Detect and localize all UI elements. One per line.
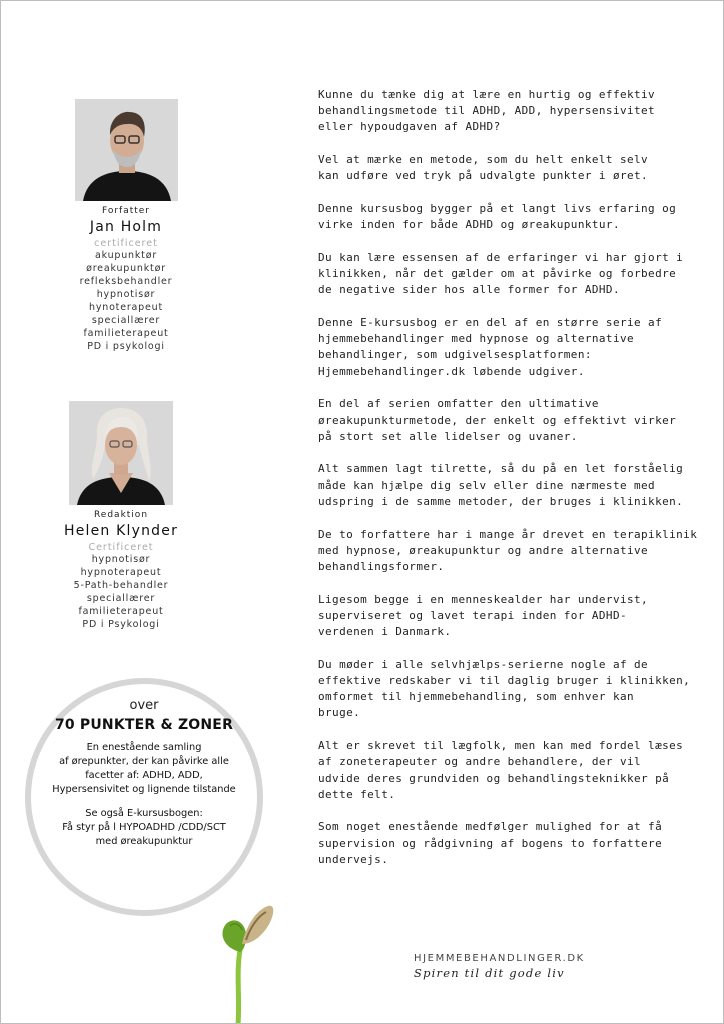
author-portrait-image [75, 99, 178, 201]
credential-item: familieterapeut [83, 328, 169, 339]
credential-item: refleksbehandler [79, 276, 173, 287]
credential-item: familieterapeut [78, 606, 164, 617]
sprout-icon [216, 896, 286, 1024]
body-paragraph: Alt er skrevet til lægfolk, men kan med fordel læses af zoneterapeuter og andre behandlere, der vil udvide deres grundviden og behandlingsteknikker på dette felt. [318, 739, 684, 801]
credential-item: 5-Path-behandler [73, 580, 169, 591]
body-paragraph: Denne E-kursusbog er en del af en større serie af hjemmebehandlinger med hypnose og alternative behandlinger, som udgivelsesplatformen: Hjemmebehandlinger.dk løbende udgiver. [318, 316, 663, 378]
body-paragraph: Kunne du tænke dig at lære en hurtig og effektiv behandlingsmetode til ADHD, ADD, hypersensivitet eller hypoudgaven af ADHD? [318, 88, 656, 134]
body-paragraph: De to forfattere har i mange år drevet en terapiklinik med hypnose, øreakupunktur og andre alternative behandlingsformer. [318, 527, 698, 573]
author-name: Helen Klynder [63, 523, 179, 539]
author-photo [75, 99, 178, 201]
promo-description: En enestående samling af ørepunkter, der kan påvirke alle facetter af: ADHD, ADD, Hypersensivitet og lignende tilstande [52, 742, 236, 795]
credential-item: PD i psykologi [87, 341, 165, 352]
credential-item: hypnoterapeut [80, 567, 162, 578]
author-role: Forfatter [101, 206, 151, 216]
promo-circle [25, 678, 263, 916]
body-paragraph: Du kan lære essensen af de erfaringer vi har gjort i klinikken, når det gælder om at påvirke og forbedre de negative sider hos alle former for ADHD. [318, 250, 684, 297]
credential-item: akupunktør [94, 250, 158, 261]
credential-item: hynoterapeut [89, 302, 163, 313]
tagline: Spiren til dit gode liv [414, 966, 565, 980]
body-paragraph: Ligesom begge i en menneskealder har undervist, superviseret og lavet terapi inden for ADHD- verdenen i Danmark. [318, 592, 649, 639]
site-name: HJEMMEBEHANDLINGER.DK [414, 953, 585, 964]
promo-headline: 70 PUNKTER & ZONER [54, 717, 234, 733]
promo-crossref: Se også E-kursusbogen: Få styr på l HYPOADHD /CDD/SCT med øreakupunktur [62, 808, 226, 847]
main-text-column [318, 87, 698, 885]
credential-item: certificeret [94, 238, 158, 249]
author-card-jan-holm [61, 99, 191, 353]
credential-item: hypnotisør [91, 554, 151, 565]
author-photo [69, 401, 173, 505]
credential-item: speciallærer [91, 315, 161, 326]
body-paragraph: En del af serien omfatter den ultimative øreakupunkturmetode, der enkelt og effektivt virker på stort set alle lidelser og uvaner. [318, 397, 677, 443]
author-card-helen-klynder [56, 401, 186, 631]
author-role: Redaktion [93, 510, 149, 520]
author-portrait-image [69, 401, 173, 505]
promo-over-text: over [129, 698, 159, 713]
footer [414, 953, 634, 980]
author-name: Jan Holm [89, 219, 163, 235]
credential-item: hypnotisør [96, 289, 156, 300]
credential-item: PD i Psykologi [82, 619, 160, 630]
body-paragraph: Denne kursusbog bygger på et langt livs erfaring og virke inden for både ADHD og øreakupunktur. [318, 202, 677, 232]
body-paragraph: Alt sammen lagt tilrette, så du på en let forståelig måde kan hjælpe dig selv eller dine nærmeste med udspring i de samme metoder, der bruges i klinikken. [318, 462, 684, 508]
credential-item: speciallærer [86, 593, 156, 604]
credential-item: øreakupunktør [86, 263, 166, 274]
credential-item: Certificeret [88, 542, 154, 553]
sprout-illustration [216, 896, 286, 1024]
body-paragraph: Som noget enestående medfølger mulighed for at få supervision og rådgivning af bogens to forfattere undervejs. [318, 820, 663, 866]
body-paragraph: Du møder i alle selvhjælps-serierne nogle af de effektive redskaber vi til daglig bruger i klinikken, omformet til hjemmebehandling, som enhver kan bruge. [318, 657, 691, 720]
body-paragraph: Vel at mærke en metode, som du helt enkelt selv kan udføre ved tryk på udvalgte punkter i øret. [318, 153, 649, 183]
